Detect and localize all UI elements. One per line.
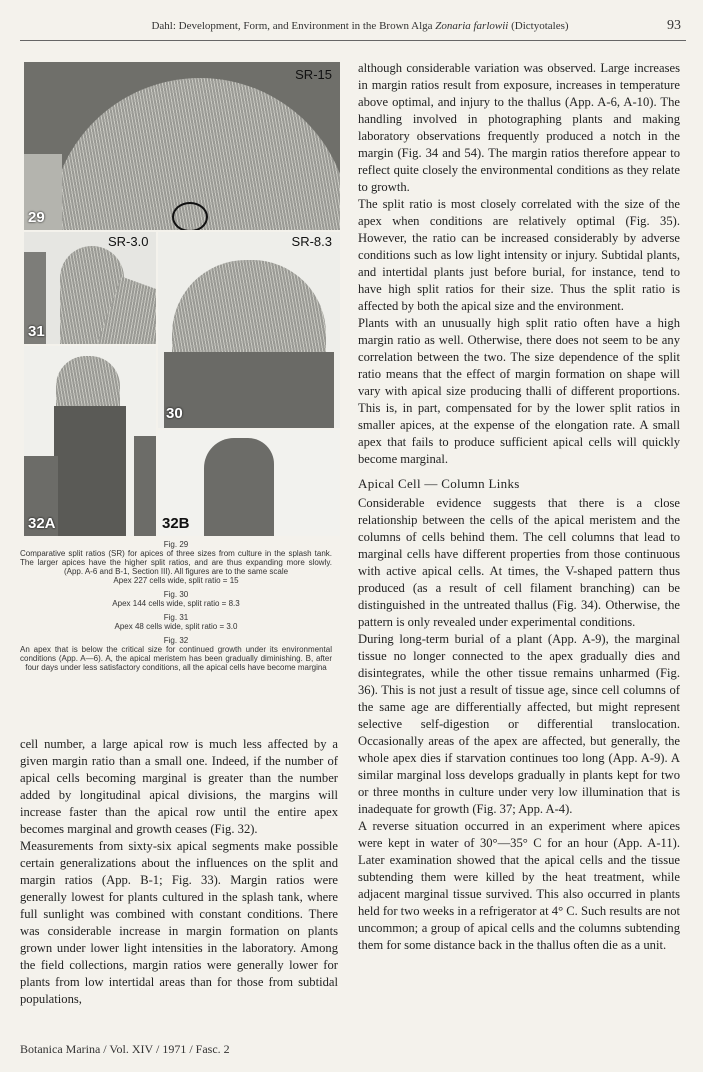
caption-32-label: Fig. 32 bbox=[163, 636, 189, 645]
caption-31-label: Fig. 31 bbox=[163, 613, 189, 622]
left-column-text bbox=[20, 736, 338, 1008]
figure-30-number: 30 bbox=[166, 405, 183, 422]
right-paragraph-6: A reverse situation occurred in an experiment where apices were kept in water of 30°—35° C for an hour (App. A-11). Later examination showed that the apical cells and the tissue subtending them were killed by the heat treatment, while adjacent marginal tissue survived. This also occurred in plants held for two weeks in a refrigerator at 4° C. Such results are not uncommon; a group of apical cells and the columns subtending them for some distance back in the thallus often die as a unit. bbox=[358, 819, 680, 952]
running-title-pre: Dahl: Development, Form, and Environment in the Brown Alga bbox=[151, 20, 436, 32]
right-paragraph-3: Plants with an unusually high split ratio often have a high margin ratio as well. Otherwise, there does not seem to be any correlation between the two. The size dependence of the split ratio means that the effect of margin formation on shape will vary with apical size producing thalli of different proportions. This is, in part, compensated for by the lower split ratios in smaller apices, at the expense of the elongation rate. A small apex that fails to produce sufficient apical cells will quickly become marginal. bbox=[358, 316, 680, 466]
header-rule bbox=[20, 40, 686, 41]
figure-29-circle-mark bbox=[172, 202, 208, 230]
figure-30-stalk bbox=[164, 352, 334, 428]
figure-32a bbox=[24, 346, 156, 536]
right-paragraph-2: The split ratio is most closely correlated with the size of the apex when conditions are relatively optimal (Fig. 35). However, the ratio can be increased considerably by adverse conditions such as low light intensity or injury. Subtidal plants, and intertidal plants just before burial, for instance, tend to have high split ratios for their size. Thus the split ratio is affected by both the apical size and the environment. bbox=[358, 197, 680, 313]
right-paragraph-1: although considerable variation was observed. Large increases in margin ratios result from exposure, increases in temperature above optimal, and injury to the thallus (App. A-6, A-10). The handling involved in photographing plants and making laboratory observations frequently produced a notch in the margin (Fig. 34 and 54). The margin ratios therefore appear to reflect quite closely the environmental conditions as they relate to growth. bbox=[358, 61, 680, 194]
running-header bbox=[130, 20, 590, 32]
figure-31-split-ratio: SR-3.0 bbox=[108, 234, 149, 249]
figure-32a-number: 32A bbox=[28, 515, 56, 532]
figure-30-split-ratio: SR-8.3 bbox=[291, 234, 332, 249]
figure-29 bbox=[24, 62, 340, 230]
figure-31 bbox=[24, 232, 156, 344]
figure-captions bbox=[20, 540, 332, 672]
page-number: 93 bbox=[667, 18, 681, 33]
figure-32b-apex bbox=[204, 438, 274, 536]
figure-30 bbox=[158, 232, 340, 428]
journal-footer: Botanica Marina / Vol. XIV / 1971 / Fasc. 2 bbox=[20, 1042, 230, 1056]
caption-30-label: Fig. 30 bbox=[163, 590, 189, 599]
running-title-post: (Dictyotales) bbox=[508, 20, 569, 32]
section-heading: Apical Cell — Column Links bbox=[358, 476, 520, 491]
figure-29-number: 29 bbox=[28, 209, 45, 226]
caption-29-line2: Apex 227 cells wide, split ratio = 15 bbox=[113, 576, 239, 585]
caption-29-text: Comparative split ratios (SR) for apices of three sizes from culture in the splash tank. The larger apices have the higher split ratios, and are thus expanding more slowly. (App. A-6 and B-1, Section III). All figures are to the same scale bbox=[20, 549, 332, 576]
caption-31-text: Apex 48 cells wide, split ratio = 3.0 bbox=[114, 622, 238, 631]
left-paragraph-2: Measurements from sixty-six apical segments make possible certain generalizations about the influences on the split and margin ratios (App. B-1; Fig. 33). Margin ratios were generally lowest for plants cultured in the splash tank, where full sunlight was combined with constant conditions. There was considerable increase in margin formation on plants grown under lower light intensities in the laboratory. Among the field collections, margin ratios were generally lower for plants from low intertidal areas than for those from subtidal populations, bbox=[20, 839, 338, 1006]
right-paragraph-4: Considerable evidence suggests that there is a close relationship between the cells of the apical meristem and the columns of cells behind them. The cell columns that lead to marginal cells have different properties from those continuous with active apical cells. At times, the V-shaped pattern thus produced (as a result of cell filament branching) can be distinguished in the untreated thallus (Fig. 34). Otherwise, the pattern is only revealed under experimental conditions. bbox=[358, 496, 680, 629]
right-column-text bbox=[358, 60, 680, 954]
figure-29-split-ratio: SR-15 bbox=[295, 67, 332, 82]
figure-32b-number: 32B bbox=[162, 515, 190, 532]
figure-32a-stalk bbox=[54, 406, 126, 536]
left-paragraph-1: cell number, a large apical row is much less affected by a given margin ratio than a small one. Indeed, if the number of apical cells becoming marginal is greater than the number added by longitudinal apical divisions, the margins will increase faster than the apical row until the entire apex becomes marginal and growth ceases (Fig. 32). bbox=[20, 737, 338, 836]
figure-32b bbox=[158, 430, 340, 536]
figure-31-number: 31 bbox=[28, 323, 45, 340]
caption-32-text: An apex that is below the critical size for continued growth under its environmental conditions (App. A—6). A, the apical meristem has been gradually diminishing. B, after four days under less satisfactory conditions, all the apical cells have become margina bbox=[20, 645, 332, 672]
caption-30-text: Apex 144 cells wide, split ratio = 8.3 bbox=[112, 599, 240, 608]
caption-29-label: Fig. 29 bbox=[163, 540, 189, 549]
right-paragraph-5: During long-term burial of a plant (App. A-9), the marginal tissue no longer connected to the apex gradually dies and disintegrates, while the other tissue remains unharmed (Fig. 36). This is not just a result of tissue age, since cell columns of the same age are differentially affected, but might represent selective self-digestion or differential translocation. Occasionally areas of the apex are affected, but generally, the whole apex dies if starvation continues too long (App. A-9). A similar marginal loss develops gradually in plants kept for two or three months in culture under very low illumination that is inadequate for growth (Fig. 37; App. A-4). bbox=[358, 632, 680, 816]
figure-32a-right-lobe bbox=[134, 436, 156, 536]
running-title-species: Zonaria farlowii bbox=[435, 20, 509, 32]
